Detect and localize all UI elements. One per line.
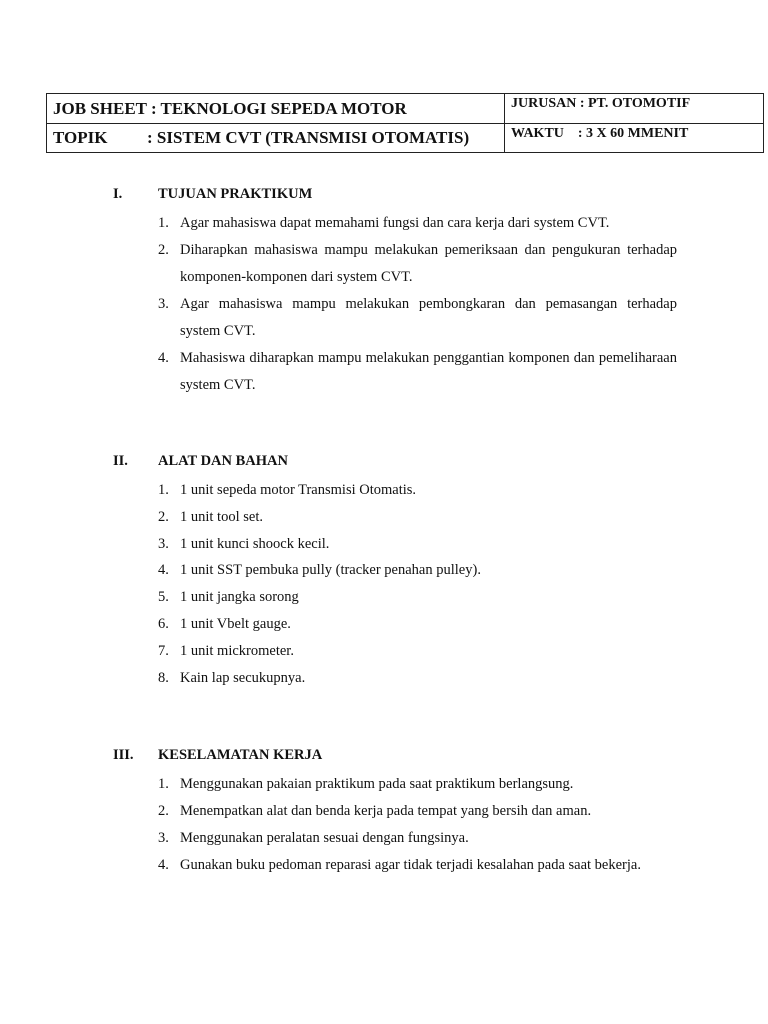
item-text: 1 unit SST pembuka pully (tracker penahan pulley). xyxy=(180,562,481,579)
section-number: I. xyxy=(113,186,123,202)
list-item xyxy=(0,477,768,504)
section-number: III. xyxy=(113,747,134,763)
item-text: 1 unit sepeda motor Transmisi Otomatis. xyxy=(180,482,417,498)
item-text: 1 unit kunci shoock kecil. xyxy=(180,535,330,552)
item-number: 4. xyxy=(158,562,169,579)
jurusan-cell: JURUSAN : PT. OTOMOTIF xyxy=(505,94,764,124)
item-text: Mahasiswa diharapkan mampu melakukan penggantian komponen dan pemeliharaan system CVT. xyxy=(180,350,677,393)
item-number: 2. xyxy=(158,508,169,525)
item-number: 1. xyxy=(158,482,169,498)
item-text: 1 unit jangka sorong xyxy=(180,589,299,606)
item-number: 3. xyxy=(158,535,169,552)
item-text: Menggunakan pakaian praktikum pada saat praktikum berlangsung. xyxy=(180,776,574,792)
item-number: 3. xyxy=(158,830,169,846)
item-number: 2. xyxy=(158,803,169,819)
item-text: 1 unit mickrometer. xyxy=(180,642,294,659)
item-number: 1. xyxy=(158,776,169,792)
list-item xyxy=(0,825,768,852)
item-text: Diharapkan mahasiswa mampu melakukan pemeriksaan dan pengukuran terhadap komponen-komponen dari system CVT. xyxy=(180,242,677,285)
item-number: 2. xyxy=(158,242,169,258)
keselamatan-list xyxy=(0,771,768,879)
list-item xyxy=(0,771,768,798)
item-number: 4. xyxy=(158,857,169,873)
item-number: 1. xyxy=(158,215,169,231)
item-text: Gunakan buku pedoman reparasi agar tidak terjadi kesalahan pada saat bekerja. xyxy=(180,857,641,873)
item-number: 8. xyxy=(158,669,169,686)
item-text: Agar mahasiswa dapat memahami fungsi dan cara kerja dari system CVT. xyxy=(180,215,610,231)
section-tujuan-praktikum xyxy=(0,186,768,399)
list-item xyxy=(0,504,768,531)
item-number: 4. xyxy=(158,350,169,366)
item-text: Agar mahasiswa mampu melakukan pembongkaran dan pemasangan terhadap system CVT. xyxy=(180,296,677,339)
section-heading xyxy=(0,186,768,210)
list-item xyxy=(0,237,768,291)
list-item xyxy=(0,665,768,692)
list-item xyxy=(0,291,768,345)
header-row-1 xyxy=(47,94,764,124)
section-title: ALAT DAN BAHAN xyxy=(158,453,288,469)
alat-list xyxy=(0,477,768,691)
waktu-cell: WAKTU : 3 X 60 MMENIT xyxy=(505,124,764,153)
item-number: 5. xyxy=(158,589,169,606)
item-text: Menempatkan alat dan benda kerja pada tempat yang bersih dan aman. xyxy=(180,803,592,819)
section-alat-dan-bahan xyxy=(0,453,768,691)
section-title: KESELAMATAN KERJA xyxy=(158,747,323,763)
list-item xyxy=(0,531,768,558)
topik-label: TOPIK xyxy=(53,128,108,147)
job-sheet-header-table xyxy=(46,93,764,153)
list-item xyxy=(0,798,768,825)
item-number: 3. xyxy=(158,296,169,312)
list-item xyxy=(0,852,768,879)
list-item xyxy=(0,611,768,638)
section-title: TUJUAN PRAKTIKUM xyxy=(158,186,313,202)
list-item xyxy=(0,584,768,611)
section-heading xyxy=(0,747,768,771)
item-text: 1 unit tool set. xyxy=(180,508,263,525)
section-keselamatan-kerja xyxy=(0,747,768,879)
job-sheet-title: JOB SHEET : TEKNOLOGI SEPEDA MOTOR xyxy=(47,94,505,124)
header-row-2 xyxy=(47,124,764,153)
item-number: 6. xyxy=(158,615,169,632)
topik-value: : SISTEM CVT (TRANSMISI OTOMATIS) xyxy=(147,128,470,147)
item-number: 7. xyxy=(158,642,169,659)
tujuan-list xyxy=(0,210,768,399)
list-item xyxy=(0,210,768,237)
section-heading xyxy=(0,453,768,477)
section-number: II. xyxy=(113,453,128,469)
item-text: 1 unit Vbelt gauge. xyxy=(180,615,291,632)
list-item xyxy=(0,557,768,584)
item-text: Menggunakan peralatan sesuai dengan fungsinya. xyxy=(180,830,469,846)
list-item xyxy=(0,638,768,665)
topik-cell xyxy=(47,124,505,153)
item-text: Kain lap secukupnya. xyxy=(180,669,306,686)
list-item xyxy=(0,345,768,399)
